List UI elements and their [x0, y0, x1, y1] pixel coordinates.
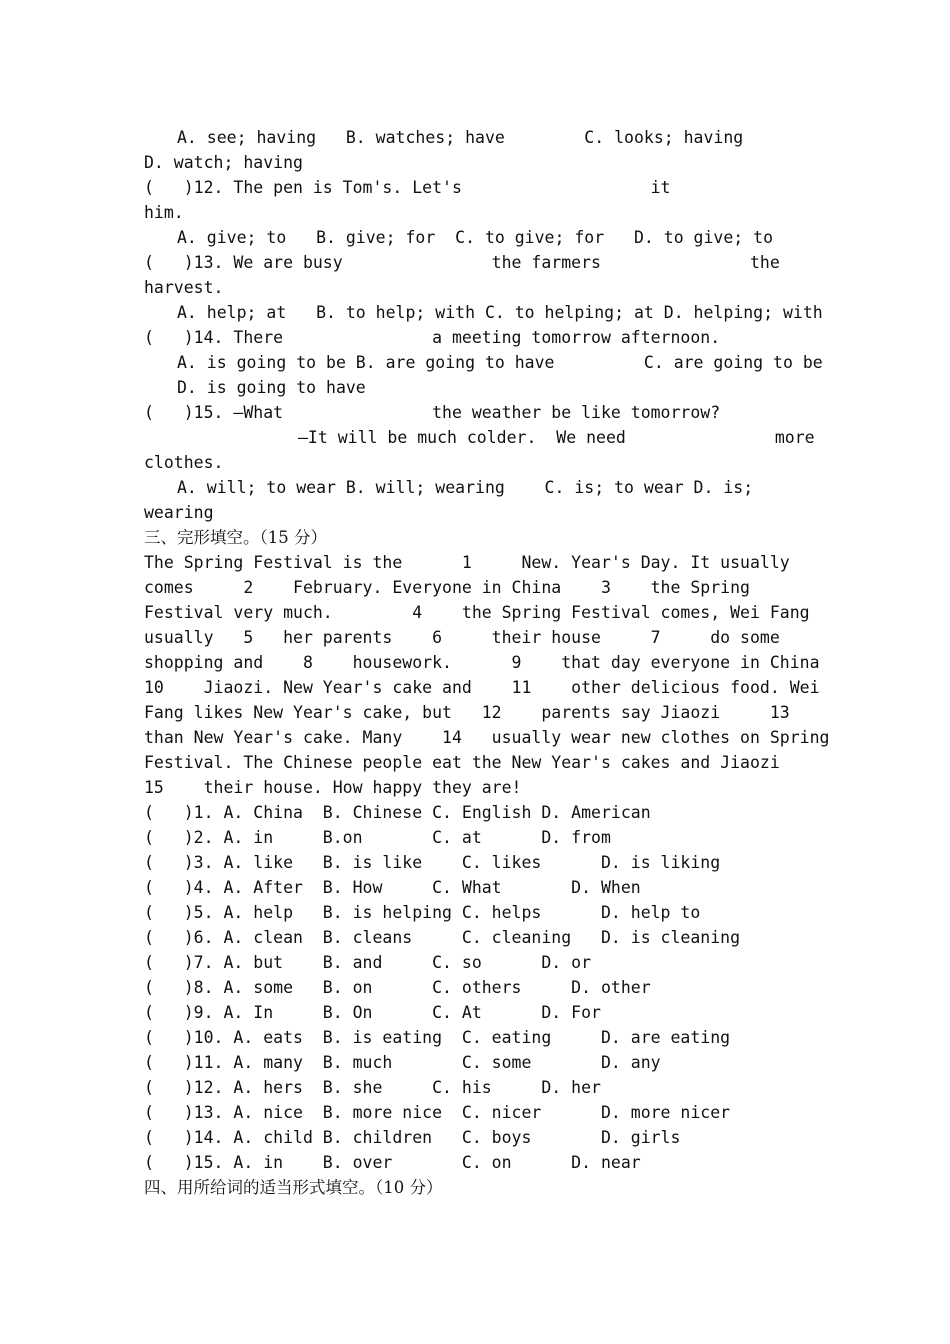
cloze-q12: ( )12. A. hers B. she C. his D. her — [144, 1078, 601, 1097]
q13-options: A. help; at B. to help; with C. to helping; at D. helping; with — [177, 303, 823, 322]
cloze-q1: ( )1. A. China B. Chinese C. English D. American — [144, 803, 651, 822]
cloze-q10: ( )10. A. eats B. is eating C. eating D. are eating — [144, 1028, 731, 1047]
cloze-passage-line-5: shopping and 8 housework. 9 that day everyone in China — [144, 653, 820, 672]
cloze-q13: ( )13. A. nice B. more nice C. nicer D. more nicer — [144, 1103, 731, 1122]
q13-stem-cont: harvest. — [144, 278, 224, 297]
q15-answer: —It will be much colder. We need more — [298, 428, 815, 447]
q12-options: A. give; to B. give; for C. to give; for D. to give; to — [177, 228, 774, 247]
q11-options-cont: D. watch; having — [144, 153, 303, 172]
cloze-passage-line-6: 10 Jiaozi. New Year's cake and 11 other delicious food. Wei — [144, 678, 820, 697]
q14-options-cont: D. is going to have — [177, 378, 366, 397]
cloze-passage-line-10: 15 their house. How happy they are! — [144, 778, 522, 797]
section-3-heading: 三、完形填空。（15 分） — [144, 528, 327, 547]
cloze-q3: ( )3. A. like B. is like C. likes D. is liking — [144, 853, 721, 872]
cloze-passage-line-4: usually 5 her parents 6 their house 7 do some — [144, 628, 780, 647]
cloze-q15: ( )15. A. in B. over C. on D. near — [144, 1153, 641, 1172]
cloze-passage-line-3: Festival very much. 4 the Spring Festival comes, Wei Fang — [144, 603, 810, 622]
q14-stem: ( )14. There a meeting tomorrow afternoon. — [144, 328, 721, 347]
q15-options: A. will; to wear B. will; wearing C. is; to wear D. is; — [177, 478, 754, 497]
cloze-q2: ( )2. A. in B.on C. at D. from — [144, 828, 611, 847]
q15-options-cont: wearing — [144, 503, 214, 522]
cloze-q9: ( )9. A. In B. On C. At D. For — [144, 1003, 601, 1022]
q15-answer-cont: clothes. — [144, 453, 224, 472]
cloze-q6: ( )6. A. clean B. cleans C. cleaning D. is cleaning — [144, 928, 741, 947]
cloze-q11: ( )11. A. many B. much C. some D. any — [144, 1053, 661, 1072]
cloze-passage-line-7: Fang likes New Year's cake, but 12 parents say Jiaozi 13 — [144, 703, 790, 722]
cloze-q5: ( )5. A. help B. is helping C. helps D. help to — [144, 903, 701, 922]
q12-stem: ( )12. The pen is Tom's. Let's it — [144, 178, 671, 197]
q12-stem-cont: him. — [144, 203, 184, 222]
cloze-q14: ( )14. A. child B. children C. boys D. girls — [144, 1128, 681, 1147]
q13-stem: ( )13. We are busy the farmers the — [144, 253, 780, 272]
cloze-passage-line-2: comes 2 February. Everyone in China 3 the Spring — [144, 578, 750, 597]
section-4-heading: 四、用所给词的适当形式填空。（10 分） — [144, 1178, 443, 1197]
q14-options: A. is going to be B. are going to have C. are going to be — [177, 353, 823, 372]
cloze-q4: ( )4. A. After B. How C. What D. When — [144, 878, 641, 897]
cloze-q7: ( )7. A. but B. and C. so D. or — [144, 953, 592, 972]
q11-options: A. see; having B. watches; have C. looks; having — [177, 128, 744, 147]
cloze-passage-line-9: Festival. The Chinese people eat the New Year's cakes and Jiaozi — [144, 753, 780, 772]
cloze-passage-line-1: The Spring Festival is the 1 New. Year's Day. It usually — [144, 553, 790, 572]
cloze-q8: ( )8. A. some B. on C. others D. other — [144, 978, 651, 997]
q15-stem: ( )15. —What the weather be like tomorrow? — [144, 403, 721, 422]
cloze-passage-line-8: than New Year's cake. Many 14 usually wear new clothes on Spring — [144, 728, 830, 747]
